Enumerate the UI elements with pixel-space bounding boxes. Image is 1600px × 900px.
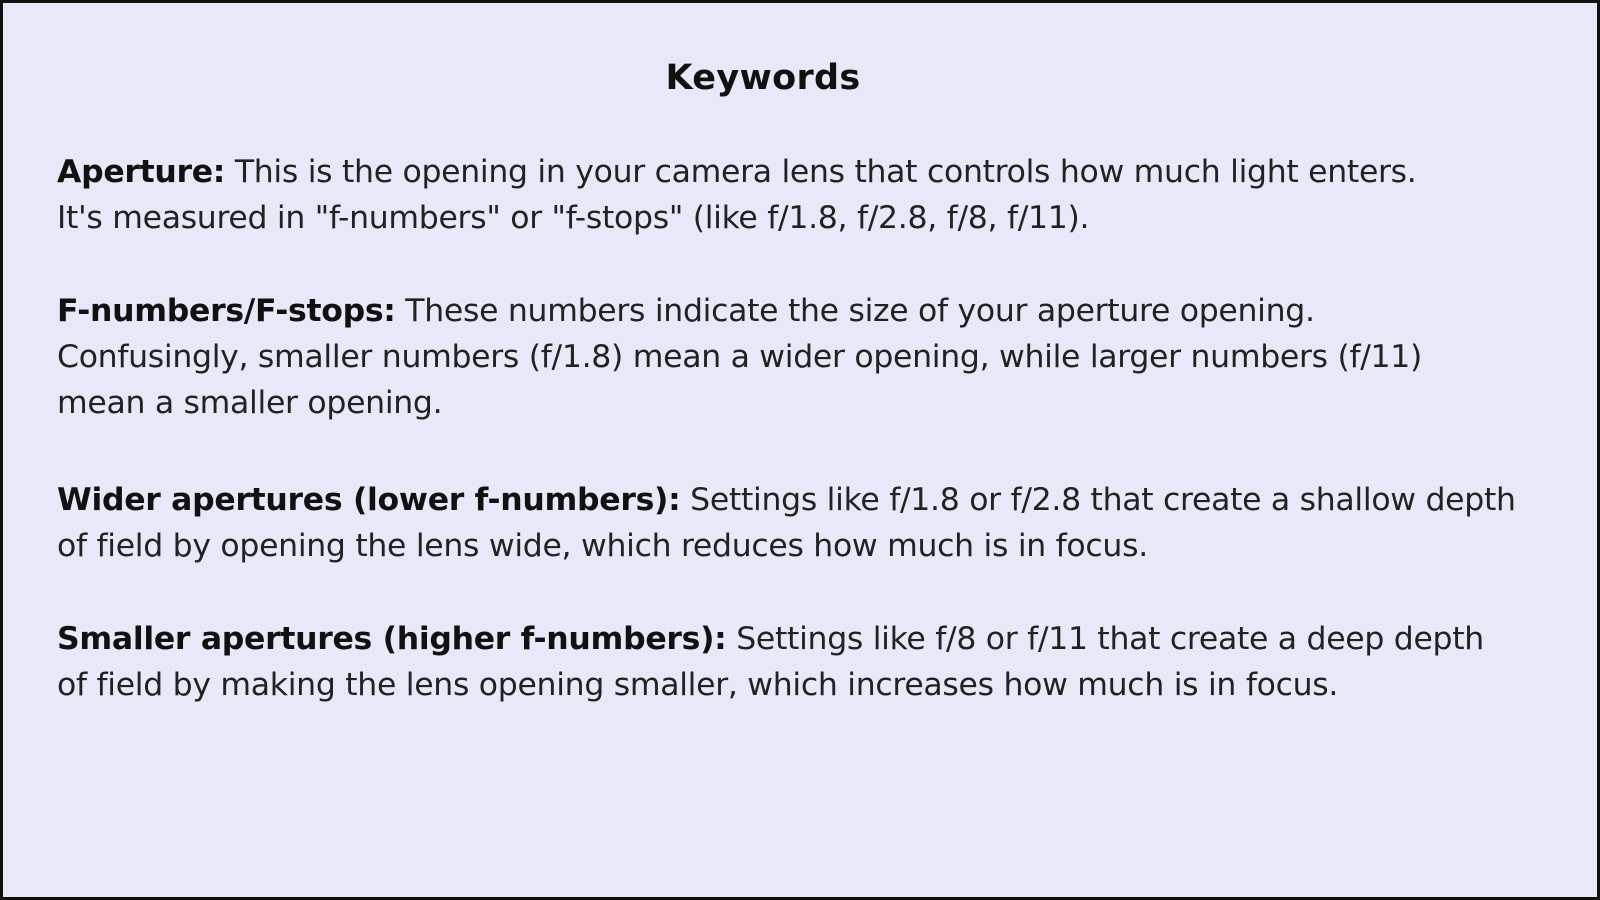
keyword-definition: Settings like f/1.8 or f/2.8 that create a shallow depth <box>680 482 1516 518</box>
keyword-entry-f-numbers <box>57 288 1577 426</box>
slide-title: Keywords <box>665 58 861 98</box>
entry-line <box>57 616 1577 662</box>
keyword-definition: of field by making the lens opening smaller, which increases how much is in focus. <box>57 667 1339 703</box>
entry-line <box>57 149 1577 195</box>
keyword-term: Aperture: <box>57 154 226 190</box>
keyword-term: Wider apertures (lower f-numbers): <box>57 482 681 518</box>
keyword-entry-wider-apertures <box>57 477 1577 569</box>
keyword-definition: Settings like f/8 or f/11 that create a deep depth <box>726 621 1484 657</box>
keyword-definition: These numbers indicate the size of your aperture opening. <box>395 293 1315 329</box>
keyword-definition: mean a smaller opening. <box>57 385 443 421</box>
keyword-entry-smaller-apertures <box>57 616 1577 708</box>
keyword-term: F-numbers/F-stops: <box>57 293 396 329</box>
entry-line <box>57 477 1577 523</box>
keyword-definition: This is the opening in your camera lens that controls how much light enters. <box>225 154 1417 190</box>
keyword-definition: of field by opening the lens wide, which reduces how much is in focus. <box>57 528 1148 564</box>
keyword-term: Smaller apertures (higher f-numbers): <box>57 621 727 657</box>
keyword-definition: Confusingly, smaller numbers (f/1.8) mean a wider opening, while larger numbers (f/11) <box>57 339 1423 375</box>
keyword-entry-aperture <box>57 149 1577 241</box>
keyword-definition: It's measured in "f-numbers" or "f-stops" (like f/1.8, f/2.8, f/8, f/11). <box>57 200 1090 236</box>
entry-line <box>57 288 1577 334</box>
